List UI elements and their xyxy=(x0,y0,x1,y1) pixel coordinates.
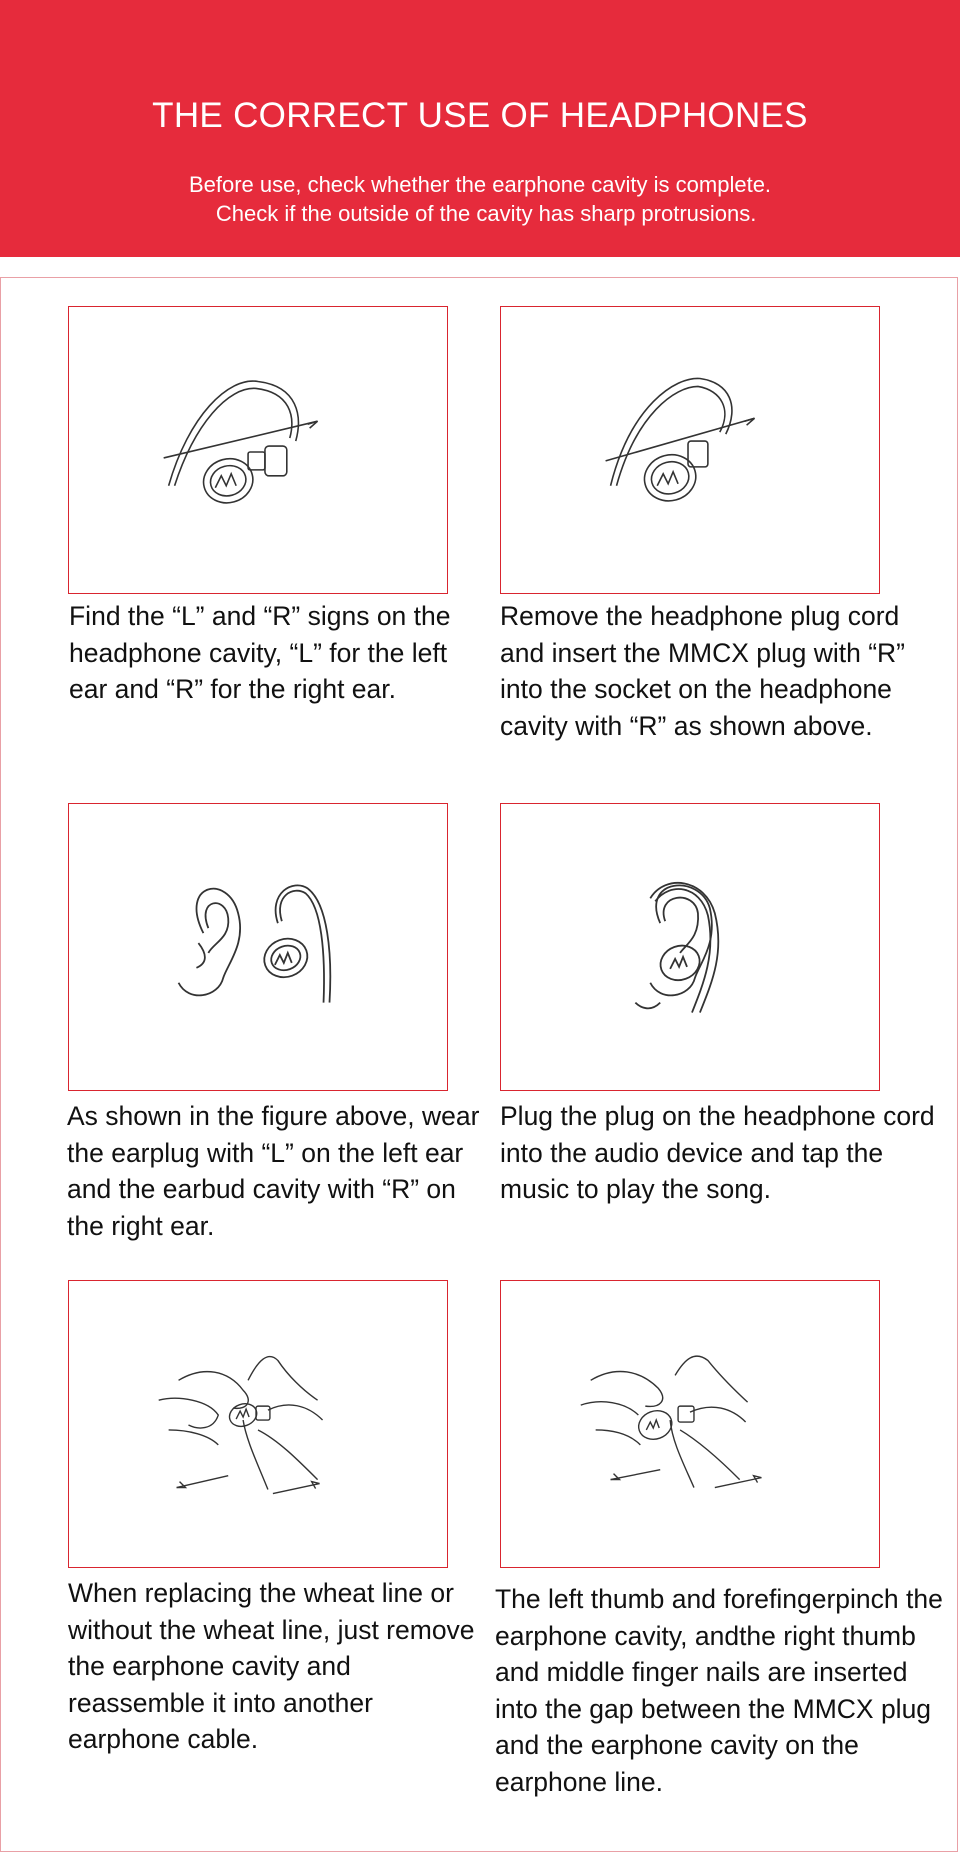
step-2-image xyxy=(500,306,880,594)
step-1-image xyxy=(68,306,448,594)
step-1-caption: Find the “L” and “R” signs on the headphone cavity, “L” for the left ear and “R” for the right ear. xyxy=(69,601,451,704)
step-6-image xyxy=(500,1280,880,1568)
earphone-cable-insert-icon xyxy=(501,307,879,593)
step-3-image xyxy=(68,803,448,1091)
page-title: THE CORRECT USE OF HEADPHONES xyxy=(152,96,808,135)
step-4-caption: Plug the plug on the headphone cord into the audio device and tap the music to play the song. xyxy=(500,1101,935,1204)
ear-and-earphone-icon xyxy=(69,804,447,1090)
earphone-cable-connect-icon xyxy=(69,307,447,593)
step-3-caption: As shown in the figure above, wear the earplug with “L” on the left ear and the earbud cavity with “R” on the right ear. xyxy=(67,1101,480,1241)
header-subtitle xyxy=(0,170,960,228)
earphone-worn-on-ear-icon xyxy=(501,804,879,1090)
hands-pinch-earphone-icon xyxy=(501,1281,879,1567)
header-banner xyxy=(0,0,960,257)
step-5-image xyxy=(68,1280,448,1568)
step-5-caption: When replacing the wheat line or without the wheat line, just remove the earphone cavity and reassemble it into another earphone cable. xyxy=(68,1578,475,1754)
subtitle-line-1: Before use, check whether the earphone cavity is complete. xyxy=(188,172,772,197)
step-4-image xyxy=(500,803,880,1091)
subtitle-line-2: Check if the outside of the cavity has sharp protrusions. xyxy=(203,201,757,226)
step-2-caption: Remove the headphone plug cord and insert the MMCX plug with “R” into the socket on the headphone cavity with “R” as shown above. xyxy=(500,601,906,741)
step-6-caption: The left thumb and forefingerpinch the earphone cavity, andthe right thumb and middle finger nails are inserted into the gap between the MMCX plug and the earphone cavity on the earphone line. xyxy=(495,1584,943,1797)
hands-detach-earphone-icon xyxy=(69,1281,447,1567)
